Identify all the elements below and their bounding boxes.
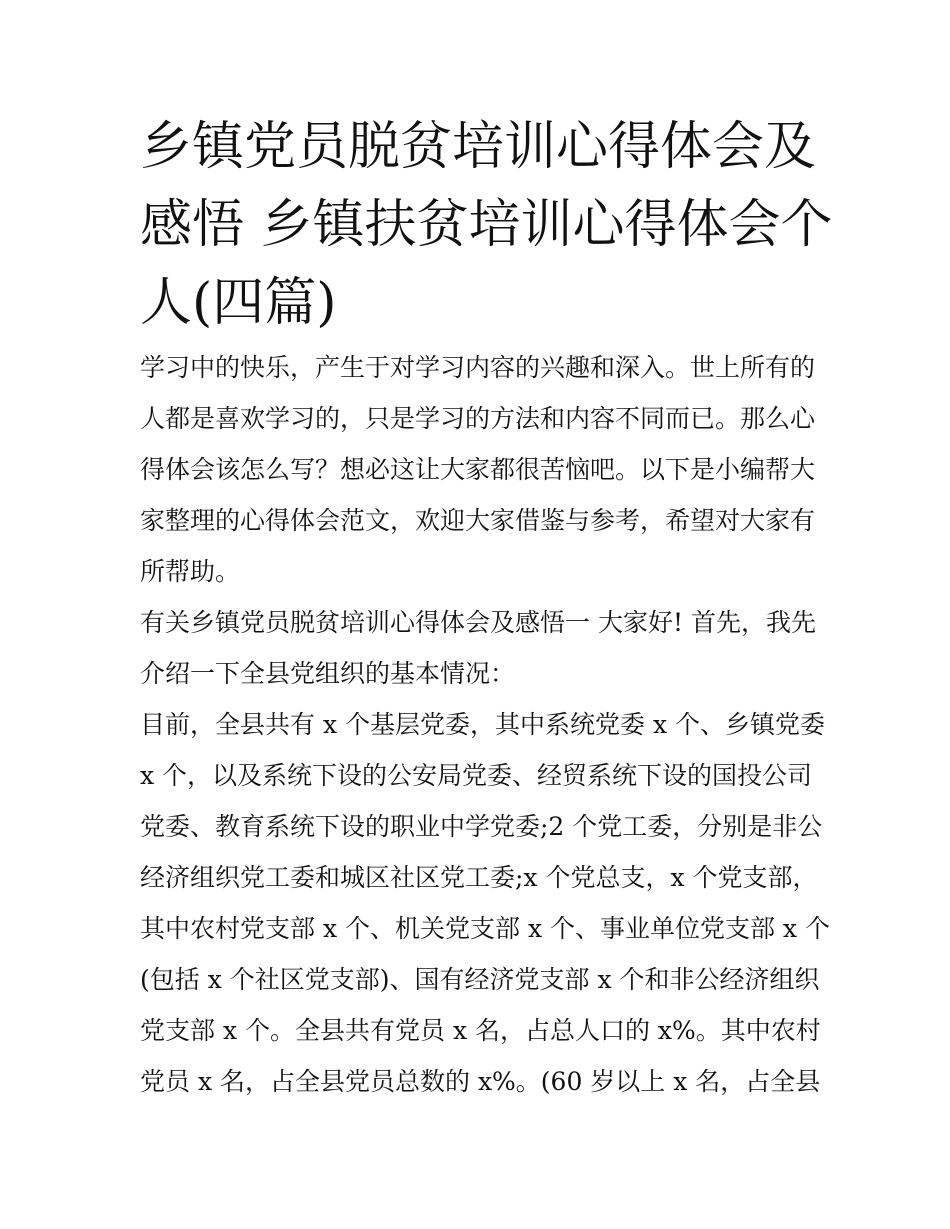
document-title [140, 108, 833, 342]
text-line: (包括 x 个社区党支部)、国有经济党支部 x 个和非公经济组织 [140, 965, 820, 994]
title-line: 人(四篇) [140, 273, 337, 333]
document-body [140, 108, 833, 1107]
text-line: 家整理的心得体会范文，欢迎大家借鉴与参考，希望对大家有 [140, 506, 816, 535]
text-line: 经济组织党工委和城区社区党工委;x 个党总支，x 个党支部， [140, 863, 818, 892]
text-line: 学习中的快乐，产生于对学习内容的兴趣和深入。世上所有的 [140, 353, 816, 382]
text-line: 所帮助。 [140, 557, 241, 586]
text-line: 有关乡镇党员脱贫培训心得体会及感悟一 大家好! 首先，我先 [140, 608, 816, 637]
text-line: 目前，全县共有 x 个基层党委，其中系统党委 x 个、乡镇党委 [140, 710, 825, 739]
section-one-paragraph [140, 597, 815, 699]
text-line: 介绍一下全县党组织的基本情况： [140, 659, 516, 688]
title-line: 感悟 乡镇扶贫培训心得体会个 [140, 195, 833, 255]
text-line: 党支部 x 个。全县共有党员 x 名，占总人口的 x%。其中农村 [140, 1016, 821, 1045]
title-line: 乡镇党员脱贫培训心得体会及 [140, 117, 817, 177]
party-organization-paragraph [140, 699, 830, 1107]
text-line: 得体会该怎么写？想必这让大家都很苦恼吧。以下是小编帮大 [140, 455, 816, 484]
text-line: 其中农村党支部 x 个、机关党支部 x 个、事业单位党支部 x 个 [140, 914, 830, 943]
text-line: x 个，以及系统下设的公安局党委、经贸系统下设的国投公司 [140, 761, 813, 790]
intro-paragraph [140, 342, 815, 597]
text-line: 人都是喜欢学习的，只是学习的方法和内容不同而已。那么心 [140, 404, 816, 433]
text-line: 党员 x 名，占全县党员总数的 x%。(60 岁以上 x 名，占全县 [140, 1067, 821, 1096]
text-line: 党委、教育系统下设的职业中学党委;2 个党工委，分别是非公 [140, 812, 823, 841]
